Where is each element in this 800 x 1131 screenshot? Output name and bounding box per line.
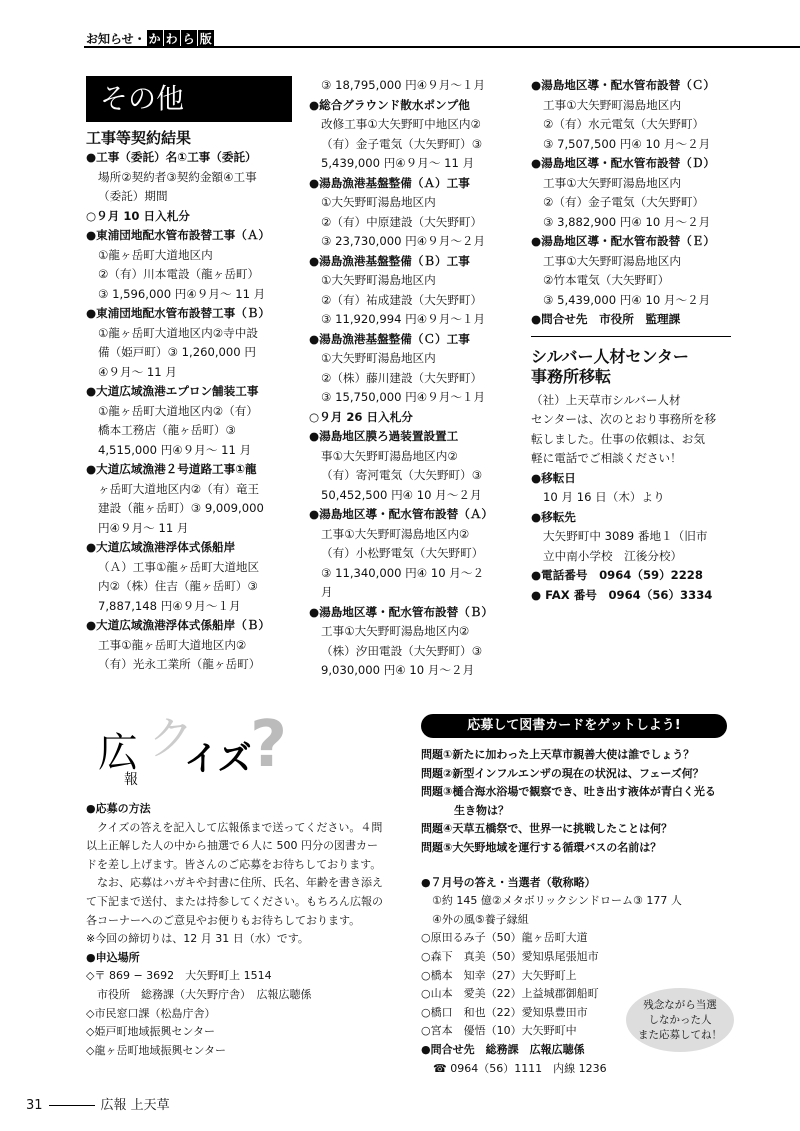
contract-line: 改修工事①大矢野町中地区内② [321, 117, 481, 131]
contract-line: ①大矢野町湯島地区内 [321, 351, 436, 365]
quiz-logo-text: イズ [184, 739, 252, 779]
silver-title: シルバー人材センター [531, 346, 689, 366]
move-dest-label: ●移転先 [531, 509, 576, 524]
silver-tel: ●電話番号 0964（59）2228 [531, 568, 703, 582]
contracts-legend: ●工事（委託）名①工事（委託） 場所②契約者③契約金額④工事 （委託）期間 [86, 150, 257, 203]
contract-line: ④９月～ 11 月 [98, 364, 177, 379]
contract-line: ③ 11,920,994 円④９月～１月 [321, 312, 486, 326]
quiz-logo [98, 704, 298, 790]
instruction-line: ドを差し上げます。皆さんのご応募をお待ちしております。 [86, 857, 382, 871]
contract-line: 工事①大矢野町湯島地区内② [321, 526, 470, 541]
question-line: 問題①新たに加わった上天草市親善大使は誰でしょう？ [421, 748, 695, 761]
contract-name: ●湯島地区導・配水管布設替（Ｅ） [531, 234, 716, 248]
contracts-title: 工事等契約結果 [86, 129, 192, 147]
contract-line: ③ 18,795,000 円④９月～１月 [321, 78, 486, 92]
winner-line: ○森下 真美（50）愛知県尾張旭市 [421, 949, 599, 963]
move-date-label: ●移転日 [531, 470, 576, 485]
contract-line: 内②（株）住吉（龍ヶ岳町）③ [98, 579, 258, 593]
silver-fax: ● FAX 番号 0964（56）3334 [531, 587, 713, 602]
quiz-questions: 応募して図書カードをゲットしよう! 問題①新たに加わった上天草市親善大使は誰でしょう？ 問題②新型インフルエンザの現在の状況は、フェーズ何？ 問題③樋合海水浴場で観察でき、吐き出す液体が青白く光る 生き物は？ 問題④天草五橋祭で、世界一に挑戦したことは何？ 問題⑤大矢野地域を運行する循環バスの名前は？ ●７月号の答え・当選者（敬称略） ①約 145 億②メタボリックシンドローム③ 177 人 ④外の風⑤養子縁組 ○原田るみ子（50）龍ヶ岳町大道 ○森下 真美（50）愛知県尾張旭市 ○橋本 知幸（27）大矢野町上 ○山本 愛美（22）上益城郡御船町 ○橋口 和也（22）愛知県豊田市 ○宮本 優悟（10）大矢野町中 ●問合せ先 総務課 広報広聴係 ☎ 0964（56）1111 内線 1236 [421, 714, 741, 1078]
winner-line: ○橋本 知幸（27）大矢野町上 [421, 968, 577, 982]
contract-name: ●湯島漁港基盤整備（Ａ）工事 [309, 175, 470, 190]
contract-line: 建設（龍ヶ岳町）③ 9,009,000 [98, 501, 264, 515]
contract-line: （有）寄河電気（大矢野町）③ [321, 468, 483, 482]
message-bubble: 残念ながら当選 しなかった人 また応募してね！ [626, 988, 734, 1052]
contract-line: ③ 11,340,000 円④ 10 月～２ [321, 565, 485, 580]
column-2 [309, 76, 515, 681]
contract-name: ●総合グラウンド散水ポンプ他 [309, 97, 470, 112]
contract-name: ●東浦団地配水管布設替工事（Ｂ） [86, 306, 271, 320]
question-line: 問題⑤大矢野地域を運行する循環バスの名前は？ [421, 840, 662, 854]
contract-line: ③ 1,596,000 円④９月～ 11 月 [98, 286, 266, 301]
contract-line: 工事①大矢野町湯島地区内 [543, 175, 681, 190]
answer-line: ①約 145 億②メタボリックシンドローム③ 177 人 [421, 894, 682, 908]
contract-line: （有）金子電気（大矢野町）③ [321, 136, 483, 151]
contract-line: ③ 7,507,500 円④ 10 月～２月 [543, 136, 711, 151]
contract-line: （有）小松野電気（大矢野町） [321, 546, 484, 560]
winner-line: ○原田るみ子（50）龍ヶ岳町大道 [421, 931, 588, 945]
instruction-line: 各コーナーへのご意見やお便りもお待ちしております。 [86, 913, 361, 927]
question-line: 問題②新型インフルエンザの現在の状況は、フェーズ何？ [421, 766, 704, 780]
contract-name: ●東浦団地配水管布設替工事（Ａ） [86, 228, 271, 242]
quiz-logo-char: 報 [124, 772, 138, 788]
contract-list-1 [86, 226, 292, 675]
contract-line: ③ 15,750,000 円④９月～１月 [321, 390, 486, 404]
contract-line: ③ 3,882,900 円④ 10 月～２月 [543, 214, 711, 229]
publication-title: 広報 上天草 [100, 1098, 170, 1113]
question-mark-icon: ? [250, 708, 288, 782]
location-line: ◇〒 869 − 3692 大矢野町上 1514 [86, 969, 272, 983]
contract-line: ヶ岳町大道地区内②（有）竜王 [98, 481, 260, 496]
header-rule [84, 46, 800, 48]
contract-name: ●湯島漁港基盤整備（Ｃ）工事 [309, 331, 470, 346]
contract-line: ①龍ヶ岳町大道地区内②（有） [98, 403, 258, 418]
quiz-logo-char: 広 [98, 730, 138, 776]
contract-line: 円④９月～ 11 月 [98, 520, 189, 535]
winner-line: ○山本 愛美（22）上益城郡御船町 [421, 987, 599, 1001]
question-line: 生き物は？ [421, 803, 509, 817]
divider [531, 336, 731, 337]
contract-line: 工事①大矢野町湯島地区内 [543, 97, 681, 112]
contract-list-3 [309, 427, 515, 681]
winner-line: ○宮本 優悟（10）大矢野町中 [421, 1024, 577, 1038]
contract-name: ●大道広域漁港浮体式係船岸（Ｂ） [86, 618, 271, 632]
quiz-banner: 応募して図書カードをゲットしよう! [421, 714, 727, 738]
bid-date-sept26: ○９月 26 日入札分 [309, 409, 413, 424]
contract-line: 5,439,000 円④９月～ 11 月 [321, 156, 475, 170]
location-line: ◇姫戸町地域振興センター [86, 1025, 216, 1039]
contracts-contact: ●問合せ先 市役所 監理課 [531, 312, 681, 326]
column-3: ●湯島地区導・配水管布設替（Ｃ） 工事①大矢野町湯島地区内 ②（有）水元電気（大矢野町） ③ 7,507,500 円④ 10 月～２月 ●湯島地区導・配水管布設替（Ｄ） 工事①大矢野町湯島地区内 ②（有）金子電気（大矢野町） ③ 3,882,900 円④ 10 月～２月 ●湯島地区導・配水管布設替（Ｅ） 工事①大矢野町湯島地区内 ②竹本電気（大矢野町） ③ 5,439,000 円④ 10 月～２月 ●問合せ先 市役所 監理課 シルバー人材センター 事務所移転 （社）上天草市シルバー人材 センターは、次のとおり事務所を移 転しました。仕事の依頼は、お気 軽に電話でご相談ください！ ●移転日 10 月 16 日（木）より ●移転先 大矢野町中 3089 番地１（旧市 立中南小学校 江後分校） ●電話番号 0964（59）2228 ● FAX 番号 0964（56）3334 [531, 76, 735, 605]
contract-line: 橋本工務店（龍ヶ岳町）③ [98, 423, 236, 437]
contract-line: ②（株）藤川建設（大矢野町） [321, 370, 483, 385]
quiz-instructions: ●応募の方法 クイズの答えを記入して広報係まで送ってください。４問 以上正解した人の中から抽選で６人に 500 円分の図書カー ドを差し上げます。皆さんのご応募をお待ちしております。 なお、応募はハガキや封書に住所、氏名、年齢を書き添え て下記まで送付、または持参してください。もちろん広報の 各コーナーへのご意見やお便りもお待ちしております。 ※今回の締切りは、12 月 31 日（水）です。 ●申込場所 ◇〒 869 − 3692 大矢野町上 1514 市役所 総務課（大矢野庁舎） 広報広聴係 ◇市民窓口課（松島庁舎） ◇姫戸町地域振興センター ◇龍ヶ岳町地域振興センター [86, 800, 406, 1060]
contract-list-4 [531, 76, 735, 310]
quiz-logo-char: ク [148, 711, 194, 765]
contract-line: （Ａ）工事①龍ヶ岳町大道地区 [98, 559, 260, 574]
contract-name: ●湯島地区導・配水管布設替（Ｃ） [531, 78, 716, 92]
contract-line: ①大矢野町湯島地区内 [321, 195, 436, 209]
column-1 [86, 76, 292, 675]
contract-name: ●湯島地区導・配水管布設替（Ａ） [309, 507, 494, 521]
winner-line: ○橋口 和也（22）愛知県豊田市 [421, 1005, 588, 1019]
contract-name: ●大道広域漁港２号道路工事①龍 [86, 462, 257, 476]
contract-line: 事①大矢野町湯島地区内② [321, 448, 458, 463]
page-number: 31 [26, 1098, 43, 1113]
answer-line: ④外の風⑤養子縁組 [421, 912, 529, 926]
instruction-line: ※今回の締切りは、12 月 31 日（水）です。 [86, 932, 309, 946]
section-title: その他 [86, 76, 292, 122]
page-header: お知らせ・ か わ ら 版 [86, 32, 212, 46]
contract-line: ②（有）祐成建設（大矢野町） [321, 292, 483, 307]
question-line: 問題③樋合海水浴場で観察でき、吐き出す液体が青白く光る [421, 785, 716, 799]
contract-line: ③ 5,439,000 円④ 10 月～２月 [543, 292, 711, 307]
contract-name: ●湯島地区導・配水管布設替（Ｂ） [309, 604, 494, 619]
contract-name: ●湯島漁港基盤整備（Ｂ）工事 [309, 253, 470, 268]
location-line: 市役所 総務課（大矢野庁舎） 広報広聴係 [86, 987, 312, 1001]
silver-subtitle: 事務所移転 [531, 366, 612, 386]
contract-line: 7,887,148 円④９月～１月 [98, 598, 241, 613]
bid-date-sept10: ○９月 10 日入札分 [86, 208, 190, 223]
contract-list-2 [309, 96, 515, 408]
contract-name: ●湯島地区導・配水管布設替（Ｄ） [531, 156, 716, 170]
location-line: ◇市民窓口課（松島庁舎） [86, 1006, 216, 1020]
page-footer [26, 1094, 170, 1113]
contract-line: 工事①大矢野町湯島地区内 [543, 253, 681, 268]
contract-line: 9,030,000 円④ 10 月～２月 [321, 663, 475, 677]
contract-line: ②竹本電気（大矢野町） [543, 273, 670, 287]
instruction-line: なお、応募はハガキや封書に住所、氏名、年齢を書き添え [86, 876, 383, 890]
contract-name: ●湯島地区膜ろ過装置設置工 [309, 429, 459, 443]
instruction-line: 以上正解した人の中から抽選で６人に 500 円分の図書カー [86, 839, 378, 853]
contract-line: 月 [321, 585, 333, 599]
contract-line: 50,452,500 円④ 10 月～２月 [321, 487, 482, 502]
instruction-line: て下記まで送付、または持参してください。もちろん広報の [86, 894, 383, 908]
contract-name: ●大道広域漁港エプロン舗装工事 [86, 384, 259, 398]
contract-line: （有）光永工業所（龍ヶ岳町） [98, 657, 261, 671]
contract-name: ●大道広域漁港浮体式係船岸 [86, 540, 236, 554]
contract-line: ③ 23,730,000 円④９月～２月 [321, 234, 486, 248]
question-line: 問題④天草五橋祭で、世界一に挑戦したことは何？ [421, 822, 673, 836]
contract-line: ②（有）水元電気（大矢野町） [543, 117, 705, 131]
contract-line: ①大矢野町湯島地区内 [321, 273, 436, 287]
contract-line: 工事①龍ヶ岳町大道地区内② [98, 637, 247, 652]
contract-line: ②（有）中原建設（大矢野町） [321, 214, 483, 229]
contract-line: 4,515,000 円④９月～ 11 月 [98, 442, 252, 457]
location-line: ◇龍ヶ岳町地域振興センター [86, 1043, 227, 1057]
contract-line: ②（有）川本電設（龍ヶ岳町） [98, 267, 260, 281]
contract-line: ②（有）金子電気（大矢野町） [543, 195, 705, 209]
move-date: 10 月 16 日（木）より [543, 490, 665, 504]
instruction-line: クイズの答えを記入して広報係まで送ってください。４問 [86, 820, 383, 834]
contract-line: ①龍ヶ岳町大道地区内 [98, 247, 213, 262]
contract-line: 工事①大矢野町湯島地区内② [321, 624, 470, 638]
contract-line: 備（姫戸町）③ 1,260,000 円 [98, 345, 256, 359]
contract-line: ①龍ヶ岳町大道地区内②寺中設 [98, 325, 258, 340]
contract-line: （株）汐田電設（大矢野町）③ [321, 643, 483, 658]
